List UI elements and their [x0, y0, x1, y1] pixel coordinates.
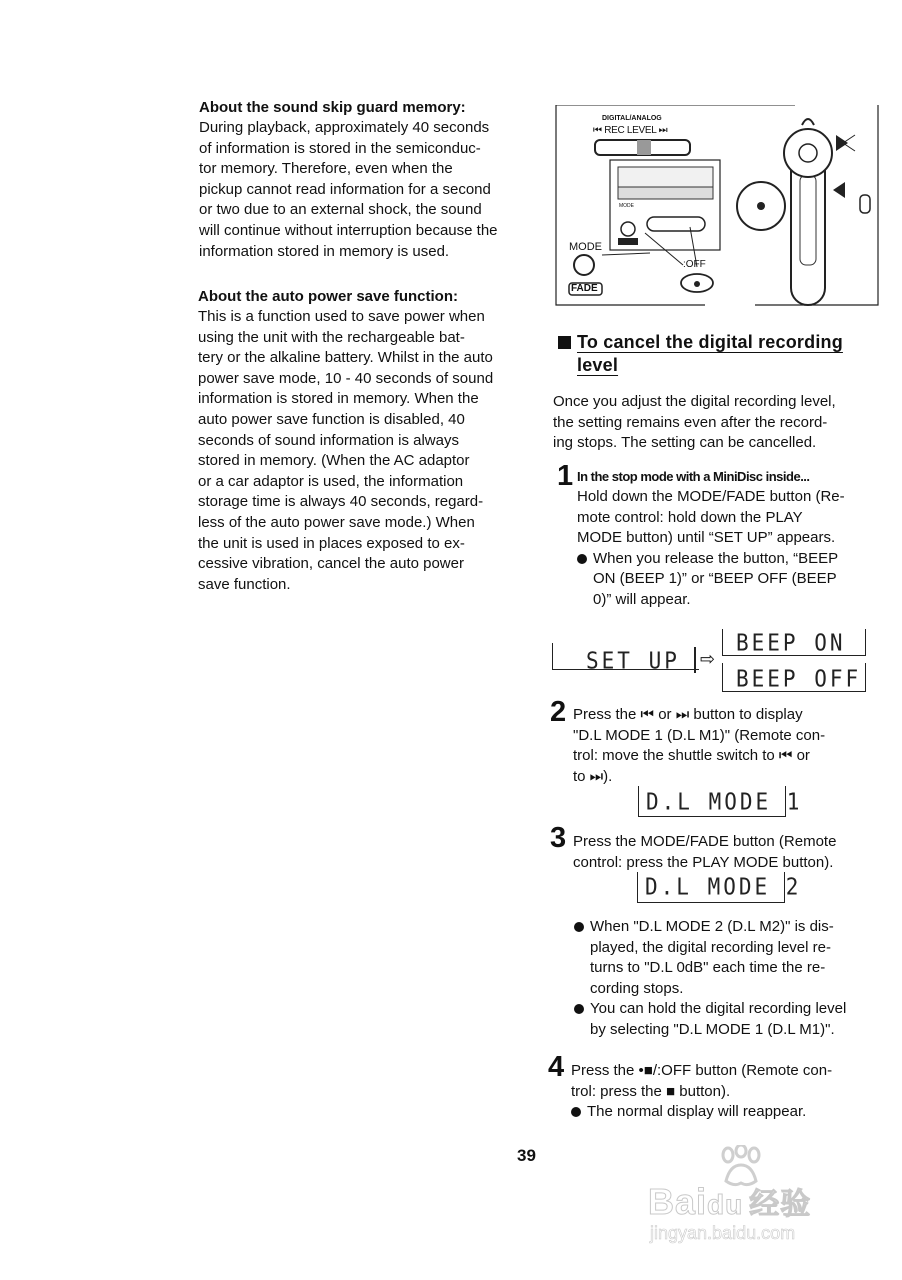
prev-icon: ⏮ [593, 125, 602, 136]
lcd-dl-mode1: D.L MODE 1 [646, 788, 803, 816]
auto-power-line: cessive vibration, cancel the auto power [198, 555, 464, 573]
step-4-text [571, 1061, 877, 1102]
auto-power-line: save function. [198, 575, 291, 593]
next-icon: ⏭ [658, 125, 668, 136]
bullet-icon [574, 922, 584, 932]
watermark-brand-a: Bai [648, 1181, 708, 1222]
step-1-line: MODE button) until “SET UP” appears. [577, 529, 836, 547]
step-4-line: Press the •■/:OFF button (Remote con- [571, 1062, 833, 1079]
auto-power-line: tery or the alkaline battery. Whilst in the auto [198, 349, 493, 367]
step-2-line: to ⏭). [573, 767, 613, 785]
step-3-bullet-2-line: by selecting "D.L MODE 1 (D.L M1)". [590, 1020, 835, 1038]
arrow-right-icon: ⇨ [700, 649, 716, 669]
step-1 [577, 467, 878, 611]
skip-guard-line: of information is stored in the semiconduc- [199, 139, 481, 157]
lcd-beep-on: BEEP ON [736, 629, 846, 657]
auto-power-line: power save mode, 10 - 40 seconds of sound [198, 369, 494, 387]
small-mode-label: MODE [619, 203, 634, 209]
step-1-bullet [577, 549, 878, 611]
step-1-bullet-line: ON (BEEP 1)” or “BEEP OFF (BEEP [593, 570, 837, 588]
step-1-number: 1 [557, 460, 574, 492]
step-2-line: Press the ⏮ or ⏭ button to display [573, 706, 803, 723]
step-2-text [573, 705, 878, 787]
step-3-bullets [574, 917, 879, 1041]
auto-power-heading: About the auto power save function: [198, 288, 459, 305]
section-title [558, 331, 882, 377]
skip-guard-body [199, 118, 525, 262]
step-2-number: 2 [550, 696, 567, 728]
watermark-brand [648, 1179, 811, 1223]
device-figure [555, 105, 881, 311]
step-4-line: trol: press the ■ button). [571, 1082, 731, 1100]
bullet-icon [574, 1004, 584, 1014]
step-1-line: mote control: hold down the PLAY [577, 508, 803, 526]
rec-level-text: REC LEVEL [604, 125, 657, 136]
step-3-bullet-2-line: You can hold the digital recording level [590, 1000, 847, 1018]
skip-guard-line: pickup cannot read information for a second [199, 180, 491, 198]
lcd-setup: SET UP [586, 647, 680, 675]
title-line2: level [577, 355, 619, 375]
baidu-watermark [648, 1145, 858, 1245]
step-3-bullet-1-line: played, the digital recording level re- [590, 938, 831, 956]
step-1-text [577, 487, 878, 549]
auto-power-line: less of the auto power save mode.) When [198, 513, 475, 531]
skip-guard-heading: About the sound skip guard memory: [199, 99, 466, 116]
intro-line: ing stops. The setting can be cancelled. [553, 434, 817, 452]
step-3-bullet-1-line: cording stops. [590, 979, 684, 997]
square-icon [558, 336, 571, 349]
auto-power-section [198, 287, 525, 595]
skip-guard-line: During playback, approximately 40 seconds [199, 119, 490, 136]
auto-power-line: using the unit with the rechargeable bat- [198, 328, 465, 346]
lcd-setup-group [550, 625, 880, 695]
step-3-bullet-1 [574, 917, 879, 999]
step-3-bullet-1-line: When "D.L MODE 2 (D.L M2)" is dis- [590, 918, 834, 935]
skip-guard-line: tor memory. Therefore, even when the [199, 160, 453, 178]
step-3-line: Press the MODE/FADE button (Remote [573, 833, 837, 850]
bullet-icon [571, 1107, 581, 1117]
step-1-bullet-line: When you release the button, “BEEP [593, 549, 839, 567]
watermark-cn: 经验 [749, 1188, 812, 1221]
step-4-bullet [571, 1102, 877, 1123]
page-number: 39 [517, 1146, 536, 1165]
step-2-line: "D.L MODE 1 (D.L M1)" (Remote con- [573, 726, 826, 744]
step-4-number: 4 [548, 1051, 565, 1083]
auto-power-line: seconds of sound information is always [198, 431, 459, 449]
bullet-icon [577, 554, 587, 564]
step-1-lead: In the stop mode with a MiniDisc inside... [577, 469, 810, 484]
step-1-line: Hold down the MODE/FADE button (Re- [577, 488, 845, 505]
step-4-bullet-line: The normal display will reappear. [587, 1103, 807, 1121]
step-4 [571, 1061, 877, 1123]
step-3-text [573, 832, 878, 873]
title-line1: To cancel the digital recording [577, 332, 843, 352]
lcd-beep-off: BEEP OFF [736, 665, 862, 693]
intro-line: the setting remains even after the record- [553, 413, 828, 431]
auto-power-line: stored in memory. (When the AC adaptor [198, 452, 470, 470]
auto-power-line: auto power save function is disabled, 40 [198, 410, 465, 428]
step-3-bullet-1-line: turns to "D.L 0dB" each time the re- [590, 959, 826, 977]
lcd-dl-mode2: D.L MODE 2 [645, 873, 802, 901]
auto-power-line: storage time is always 40 seconds, regard- [198, 493, 484, 511]
auto-power-line: information is stored in memory. When the [198, 390, 479, 408]
skip-guard-section [199, 98, 525, 262]
section-intro [553, 392, 880, 454]
lcd-divider [694, 647, 696, 673]
auto-power-line: the unit is used in places exposed to ex- [198, 534, 465, 552]
step-3-line: control: press the PLAY MODE button). [573, 853, 834, 871]
digital-analog-label: DIGITAL/ANALOG [602, 115, 662, 122]
skip-guard-line: will continue without interruption because the [199, 221, 498, 239]
off-label: :OFF [683, 259, 706, 270]
step-2-line: trol: move the shuttle switch to ⏮ or [573, 747, 810, 765]
mode-label: MODE [569, 241, 602, 253]
auto-power-body [198, 307, 525, 595]
rec-level-label [593, 125, 667, 136]
watermark-url: jingyan.baidu.com [650, 1223, 796, 1243]
skip-guard-line: or two due to an external shock, the sound [199, 201, 482, 219]
step-1-bullet-line: 0)” will appear. [593, 590, 691, 608]
intro-line: Once you adjust the digital recording level, [553, 393, 836, 410]
watermark-brand-b: du [707, 1189, 744, 1220]
fade-label: FADE [571, 283, 598, 294]
skip-guard-line: information stored in memory is used. [199, 242, 450, 260]
step-3-number: 3 [550, 822, 567, 854]
auto-power-line: This is a function used to save power when [198, 308, 485, 325]
auto-power-line: or a car adaptor is used, the information [198, 472, 464, 490]
step-3-bullet-2 [574, 999, 879, 1040]
